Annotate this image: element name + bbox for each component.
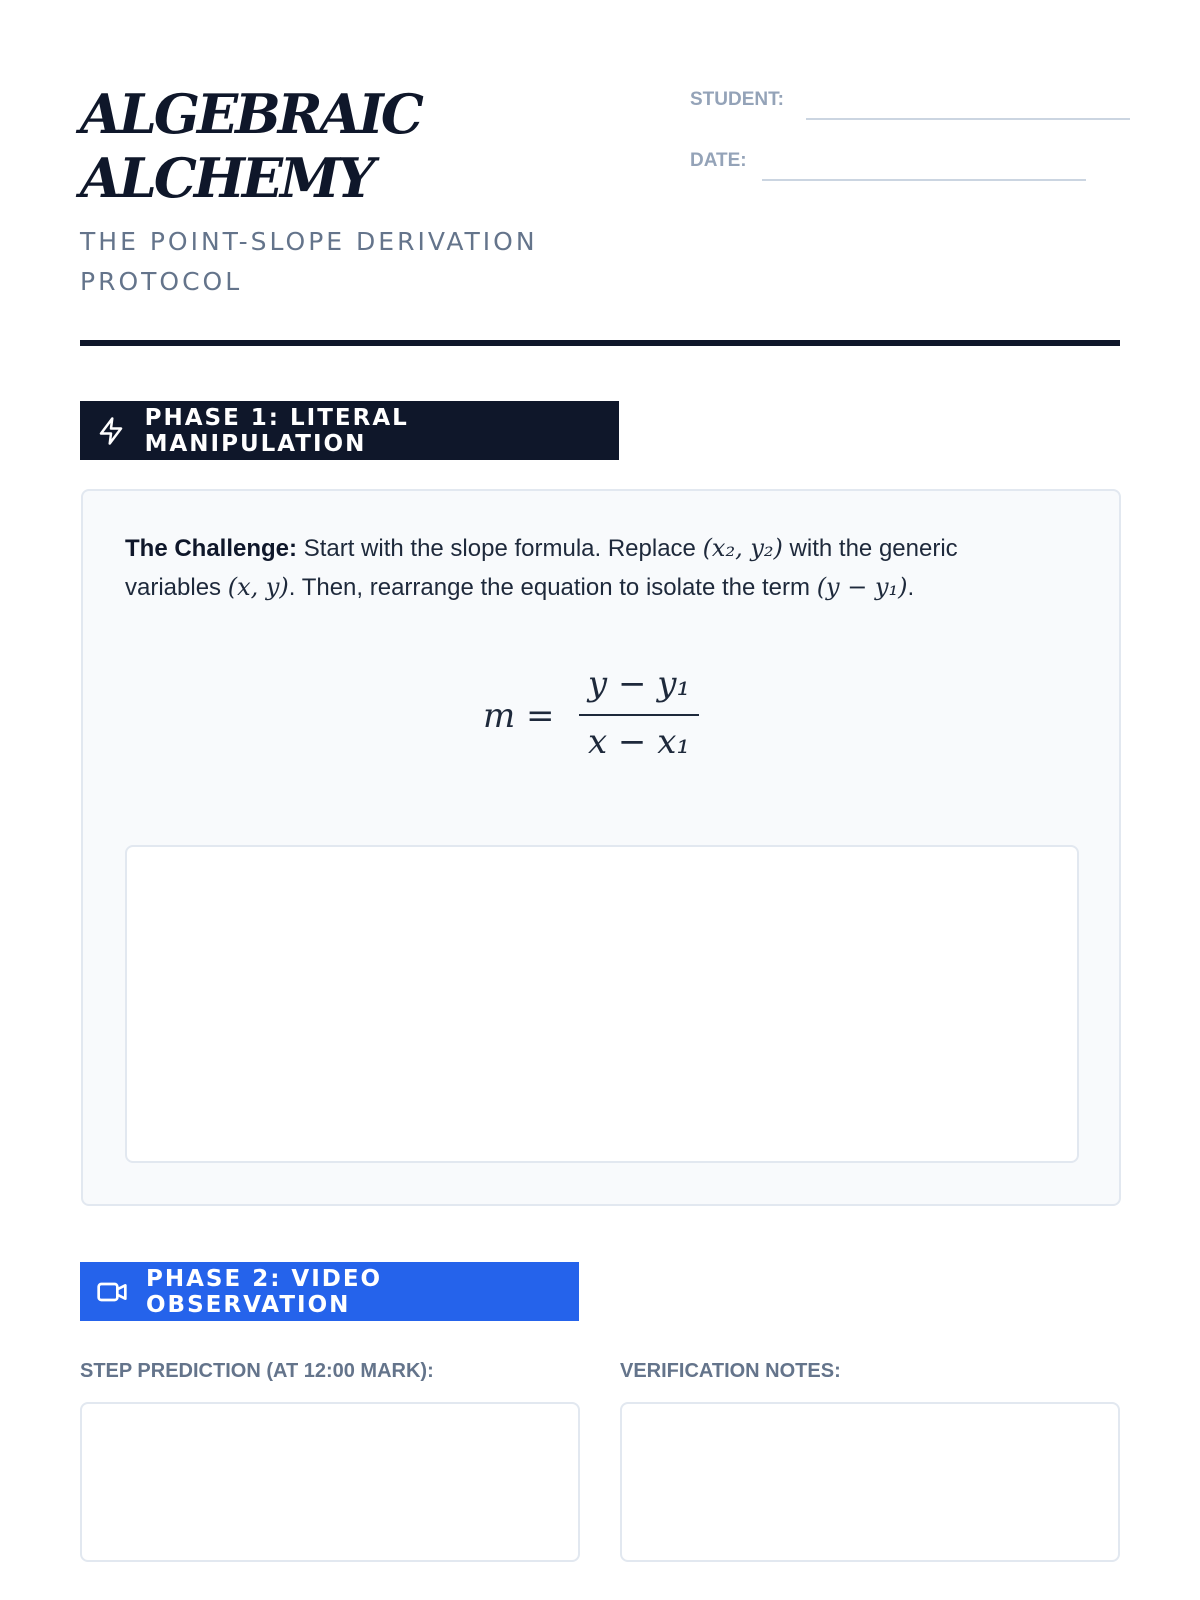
challenge-math-2: (x, y) [227,573,289,601]
slope-formula [483,661,723,776]
formula-numerator: y − y₁ [587,664,691,704]
title-line-2: ALCHEMY [80,146,373,210]
page-subtitle: THE POINT-SLOPE DERIVATION PROTOCOL [80,227,538,296]
step-prediction-label: STEP PREDICTION (AT 12:00 MARK): [80,1360,434,1382]
verification-notes-label: VERIFICATION NOTES: [620,1360,841,1382]
date-label: DATE: [690,150,747,171]
challenge-text-1: Start with the slope formula. Replace [297,535,703,562]
challenge-lead: The Challenge: [125,535,298,562]
challenge-text-3: . Then, rearrange the equation to isolate the term [288,574,817,601]
step-prediction-box[interactable] [80,1402,580,1562]
formula-lhs: m = [483,696,555,736]
challenge-math-1: (x₂, y₂) [702,534,783,562]
title-line-1: ALGEBRAIC [80,82,421,146]
phase-1-header [80,401,619,460]
phase-1-answer-box[interactable] [125,845,1079,1163]
header-divider [80,340,1120,346]
challenge-text-2: with the generic variables [125,535,958,601]
challenge-text-4: . [907,574,915,601]
verification-notes-box[interactable] [620,1402,1120,1562]
date-field[interactable] [762,179,1086,181]
lightning-icon [96,415,127,447]
phase-2-label: PHASE 2: VIDEO OBSERVATION [146,1265,383,1318]
challenge-math-3: (y − y₁) [816,573,908,601]
phase-1-label: PHASE 1: LITERAL MANIPULATION [144,404,409,457]
video-camera-icon [96,1276,128,1308]
student-field[interactable] [806,118,1130,120]
page-title [80,82,421,210]
student-label: STUDENT: [690,89,784,110]
phase-2-header [80,1262,579,1321]
formula-denominator: x − x₁ [587,722,691,762]
phase-1-panel [81,489,1121,1206]
challenge-text [125,529,1045,607]
